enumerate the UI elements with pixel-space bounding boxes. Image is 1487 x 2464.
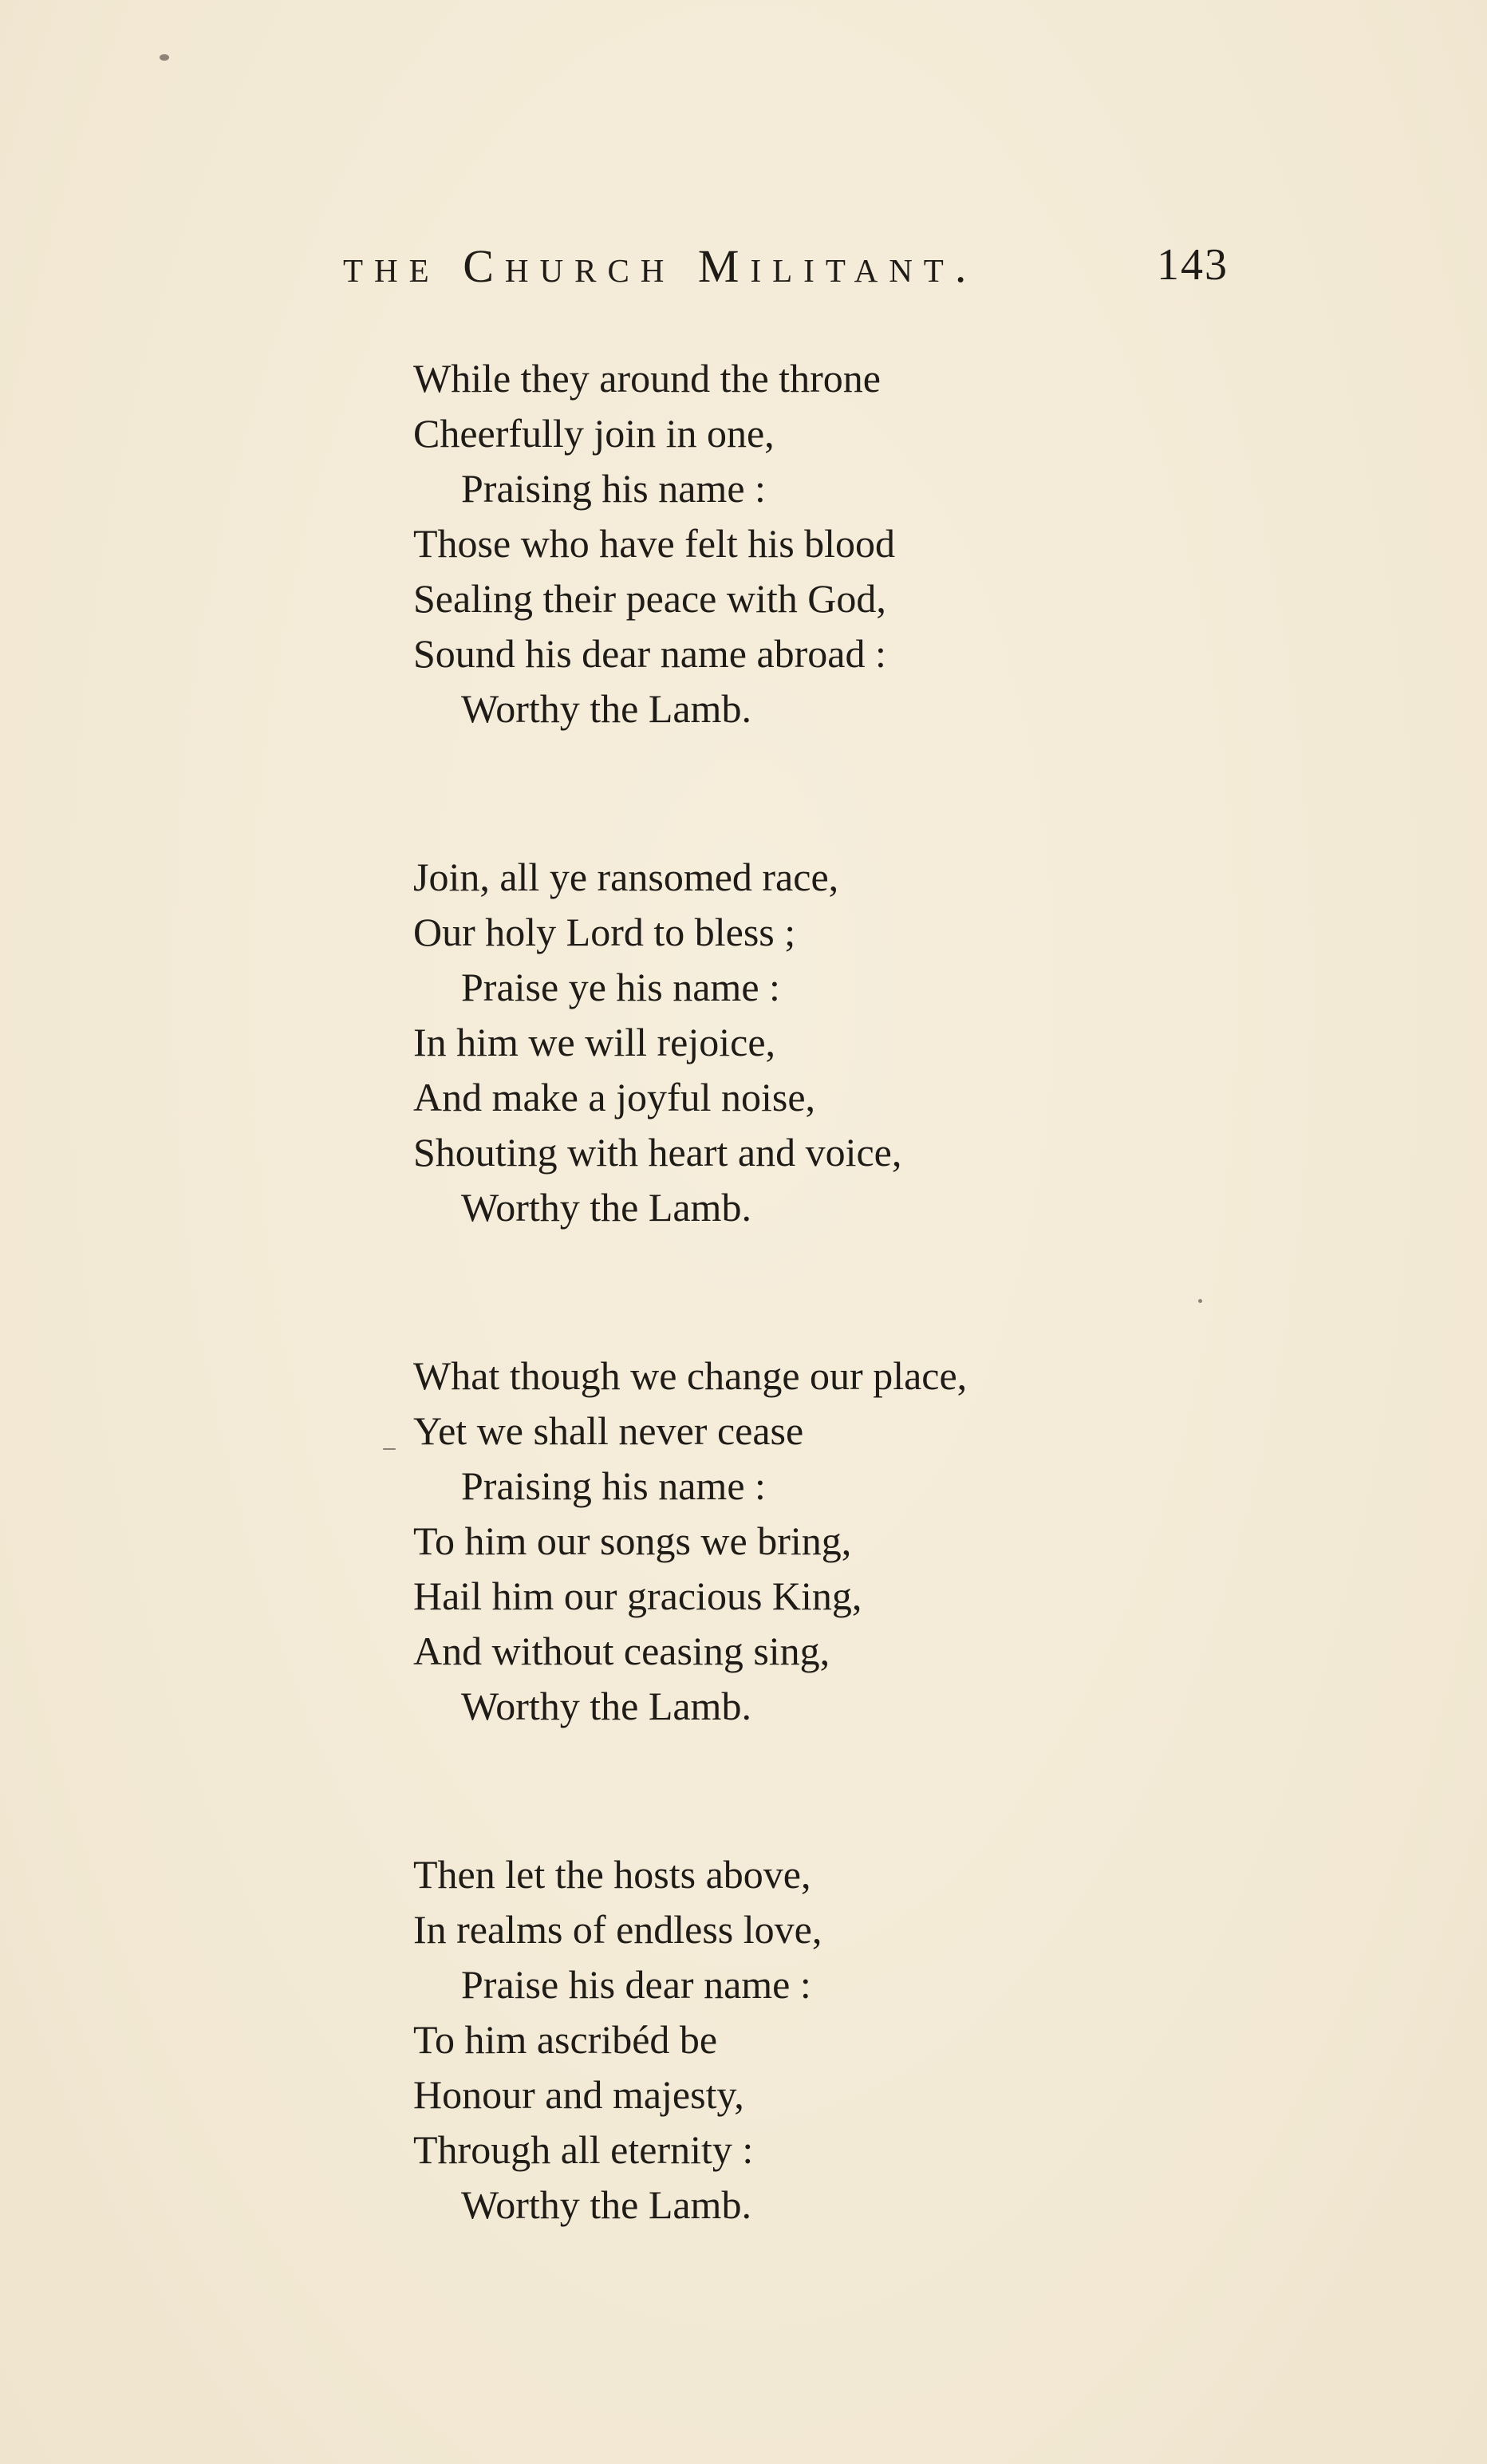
- verse-line: Then let the hosts above,: [413, 1852, 811, 1897]
- verse-line: Honour and majesty,: [413, 2072, 744, 2117]
- verse-line: Praising his name :: [461, 466, 766, 511]
- refrain-line: Worthy the Lamb.: [461, 686, 751, 731]
- poem: [0, 351, 1487, 2346]
- verse-line: Hail him our gracious King,: [413, 1574, 862, 1618]
- verse-line: Praise his dear name :: [461, 1962, 811, 2007]
- verse-line: Praise ye his name :: [461, 965, 780, 1009]
- stanza: [0, 1348, 1487, 1734]
- refrain-line: Worthy the Lamb.: [461, 1684, 751, 1728]
- verse-line: Our holy Lord to bless ;: [413, 910, 796, 954]
- verse-line: To him ascribéd be: [413, 2017, 718, 2062]
- page-number: 143: [1157, 240, 1229, 290]
- verse-line: In realms of endless love,: [413, 1907, 822, 1952]
- verse-line: To him our songs we bring,: [413, 1518, 852, 1563]
- verse-line: Cheerfully join in one,: [413, 411, 775, 456]
- verse-line: Yet we shall never cease: [413, 1408, 804, 1453]
- stanza: [0, 1847, 1487, 2233]
- stanza: [0, 850, 1487, 1235]
- verse-line: Sound his dear name abroad :: [413, 631, 886, 676]
- stanza: [0, 351, 1487, 736]
- verse-line: Sealing their peace with God,: [413, 576, 886, 621]
- verse-line: Through all eternity :: [413, 2127, 754, 2172]
- verse-line: While they around the throne: [413, 356, 881, 401]
- verse-line: And make a joyful noise,: [413, 1075, 816, 1119]
- verse-line: And without ceasing sing,: [413, 1629, 830, 1673]
- running-head: [343, 239, 1229, 303]
- verse-line: Shouting with heart and voice,: [413, 1130, 902, 1175]
- paper-speck: [160, 54, 169, 61]
- verse-line: Those who have felt his blood: [413, 521, 896, 566]
- running-title: the Church Militant.: [343, 240, 978, 292]
- verse-line: What though we change our place,: [413, 1353, 968, 1398]
- verse-line: In him we will rejoice,: [413, 1020, 776, 1064]
- verse-line: Praising his name :: [461, 1463, 766, 1508]
- refrain-line: Worthy the Lamb.: [461, 1185, 751, 1230]
- refrain-line: Worthy the Lamb.: [461, 2182, 751, 2227]
- verse-line: Join, all ye ransomed race,: [413, 855, 839, 899]
